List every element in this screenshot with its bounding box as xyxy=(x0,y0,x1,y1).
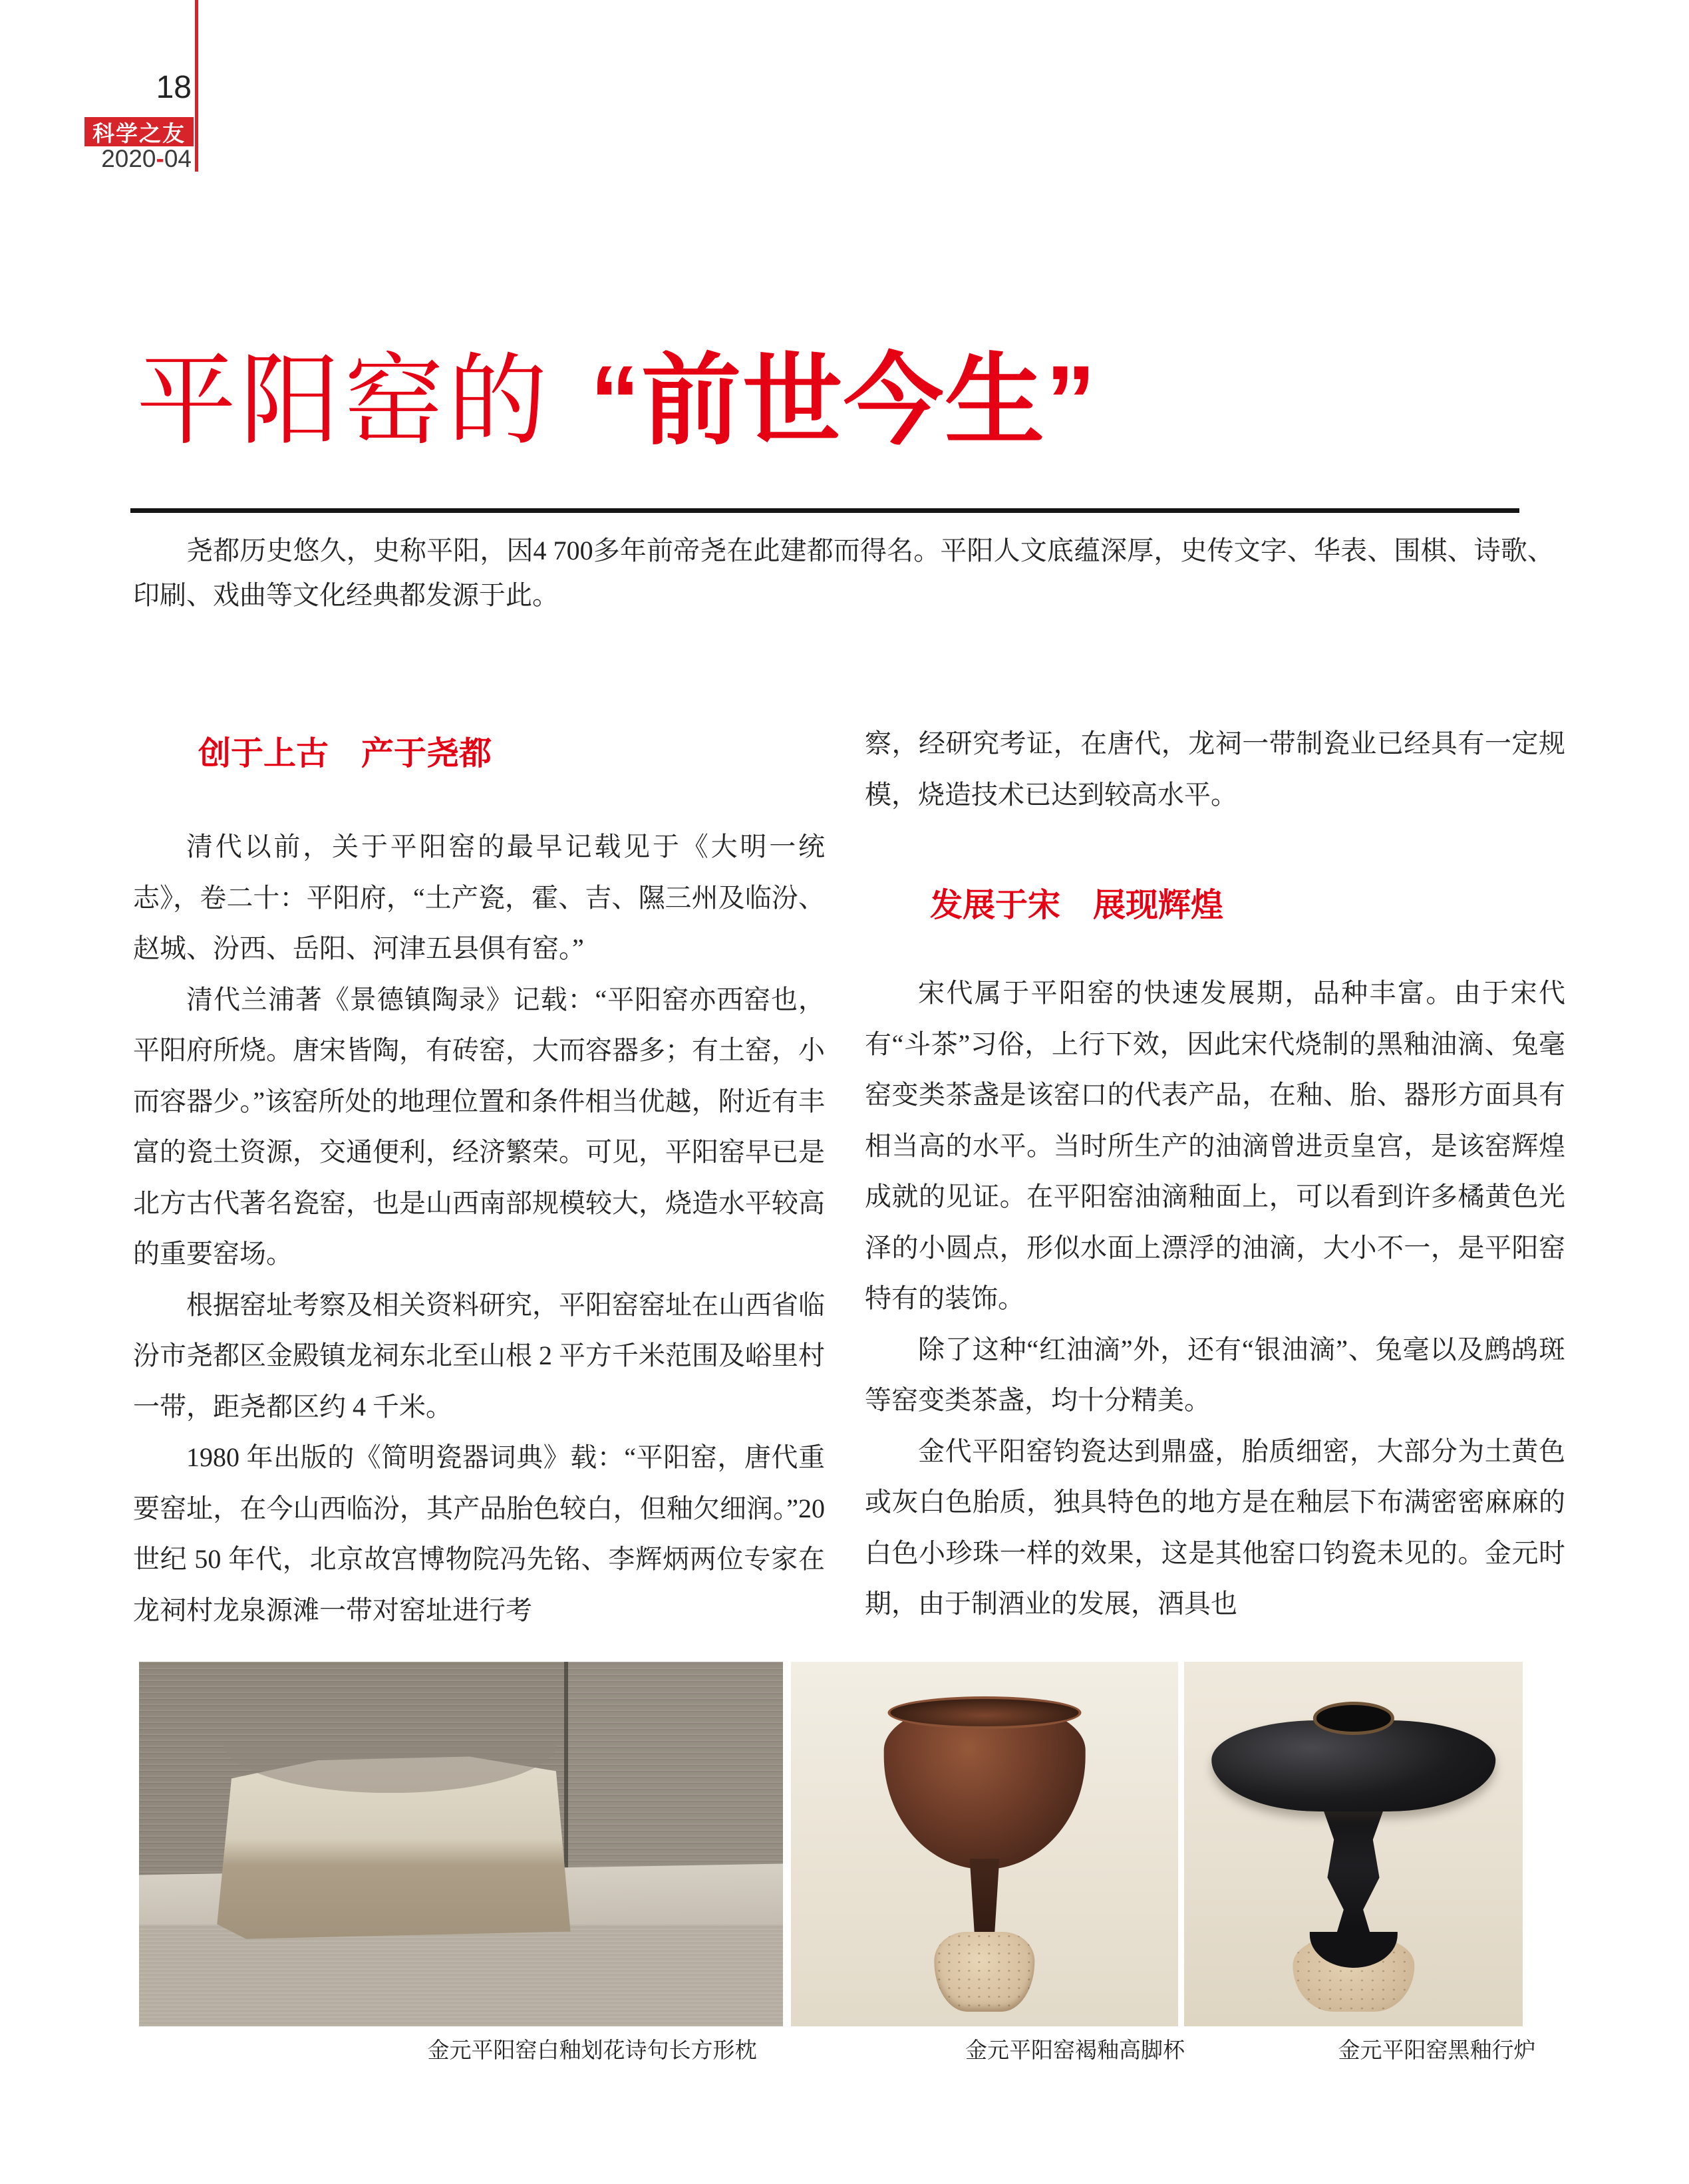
brand-badge xyxy=(84,117,194,146)
pillow-photo-case-panel xyxy=(568,1662,783,1895)
figure-caption-stem-cup: 金元平阳窑褐釉高脚杯 xyxy=(965,2038,1185,2062)
photo-white-pillow xyxy=(139,1662,783,2026)
figure-caption-censer: 金元平阳窑黑釉行炉 xyxy=(1338,2038,1536,2062)
issue-year: 2020 xyxy=(101,145,156,172)
right-paragraph-1: 宋代属于平阳窑的快速发展期，品种丰富。由于宋代有“斗茶”习俗，上行下效，因此宋代烧制的黑釉油滴、兔毫窑变类茶盏是该窑口的代表产品，在釉、胎、器形方面具有相当高的水平。当时所生产的油滴曾进贡皇宫，是该窑辉煌成就的见证。在平阳窑油滴釉面上，可以看到许多橘黄色光泽的小圆点，形似水面上漂浮的油滴，大小不一，是平阳窑特有的装饰。 xyxy=(865,978,1565,1313)
right-paragraph-3: 金代平阳窑钧瓷达到鼎盛，胎质细密，大部分为土黄色或灰白色胎质，独具特色的地方是在釉层下布满密密麻麻的白色小珍珠一样的效果，这是其他窑口钧瓷未见的。金元时期，由于制酒业的发展，酒具也 xyxy=(865,1436,1565,1619)
figure-caption-pillow: 金元平阳窑白釉划花诗句长方形枕 xyxy=(427,2038,757,2062)
stem-cup-foot xyxy=(934,1932,1034,2012)
photo-black-censer xyxy=(1184,1662,1523,2026)
section-heading-song-dynasty: 发展于宋 展现辉煌 xyxy=(930,887,1224,923)
article-title xyxy=(136,345,1553,488)
censer-mouth xyxy=(1312,1702,1394,1734)
pillow-photo-case-edge xyxy=(564,1662,568,1895)
left-paragraph-2: 清代兰浦著《景德镇陶录》记载：“平阳窑亦西窑也，平阳府所烧。唐宋皆陶，有砖窑，大而容器多；有土窑，小而容器少。”该窑所处的地理位置和条件相当优越，附近有丰富的瓷土资源，交通便利，经济繁荣。可见，平阳窑早已是北方古代著名瓷窑，也是山西南部规模较大，烧造水平较高的重要窑场。 xyxy=(133,984,825,1269)
right-column xyxy=(865,718,1565,1630)
left-paragraph-3: 根据窑址考察及相关资料研究，平阳窑窑址在山西省临汾市尧都区金殿镇龙祠东北至山根 2 平方千米范围及峪里村一带，距尧都区约 4 千米。 xyxy=(133,1289,825,1422)
photo-brown-stem-cup xyxy=(791,1662,1178,2026)
header-red-divider-line xyxy=(195,0,198,172)
stem-cup-rim xyxy=(888,1696,1082,1729)
issue-separator: - xyxy=(156,145,164,172)
issue-month: 04 xyxy=(164,145,192,172)
left-paragraph-1: 清代以前，关于平阳窑的最早记载见于《大明一统志》，卷二十：平阳府，“土产瓷，霍、吉、隰三州及临汾、赵城、汾西、岳阳、河津五县俱有窑。” xyxy=(133,832,825,963)
left-column xyxy=(133,718,825,1636)
article-title-light: 平阳窑的 xyxy=(136,345,552,456)
left-paragraph-4: 1980 年出版的《简明瓷器词典》载：“平阳窑，唐代重要窑址，在今山西临汾，其产品胎色较白，但釉欠细润。”20 世纪 50 年代，北京故宫博物院冯先铭、李辉炳两位专家在龙祠村龙泉源滩一带对窑址进行考 xyxy=(133,1442,825,1625)
right-paragraph-2: 除了这种“红油滴”外，还有“银油滴”、兔毫以及鹧鸪斑等窑变类茶盏，均十分精美。 xyxy=(865,1334,1565,1415)
brand-label: 科学之友 xyxy=(92,120,186,146)
section-heading-origin: 创于上古 产于尧都 xyxy=(198,736,492,772)
article-title-bold: “前世今生” xyxy=(590,345,1098,456)
pillow-photo-plinth-front xyxy=(139,1925,783,2026)
issue-label xyxy=(67,146,192,172)
intro-paragraph: 尧都历史悠久，史称平阳，因4 700多年前帝尧在此建都而得名。平阳人文底蕴深厚，史传文字、华表、围棋、诗歌、印刷、戏曲等文化经典都发源于此。 xyxy=(133,536,1554,610)
page-number: 18 xyxy=(156,70,192,105)
right-continuation-paragraph: 察，经研究考证，在唐代，龙祠一带制瓷业已经具有一定规模，烧造技术已达到较高水平。 xyxy=(865,728,1565,810)
title-rule xyxy=(130,508,1519,513)
